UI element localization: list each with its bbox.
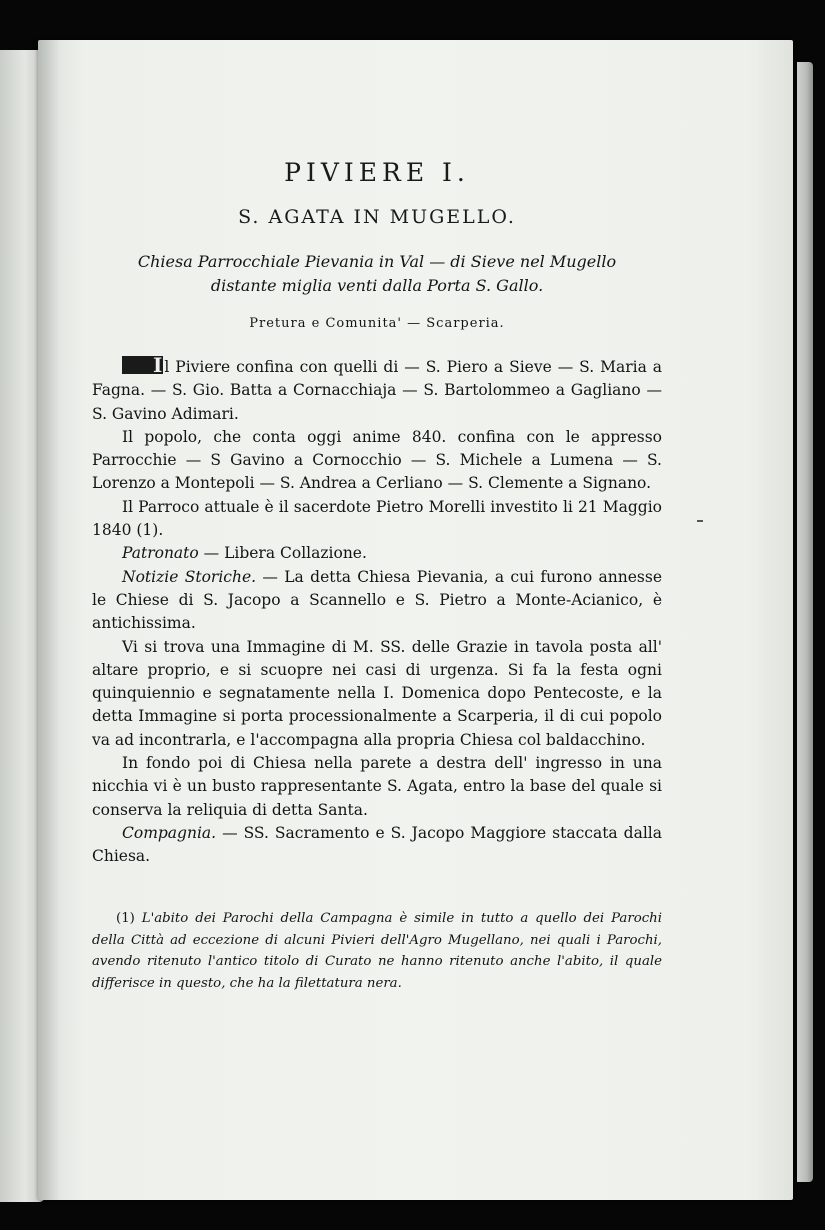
compagnia-label: Compagnia. <box>122 823 217 842</box>
patronato-text: — Libera Collazione. <box>198 544 367 563</box>
paragraph-popolo: Il popolo, che conta oggi anime 840. confina con le appresso Parrocchie — S Gavino a Cornocchio — S. Michele a Lumena — S. Lorenzo a Montepoli — S. Andrea a Cerliano — S. Clemente a Signano. <box>92 427 662 493</box>
paragraph-immagine: Vi si trova una Immagine di M. SS. delle Grazie in tavola posta all' altare proprio, e si scuopre nei casi di urgenza. Si fa la festa ogni quinquiennio e segnatamente nella I. Domenica dopo Pentecoste, e la detta Immagine si porta processionalmente a Scarperia, il di cui popolo va ad incontrarla, e l'accompagna alla propria Chiesa col baldacchino. <box>92 637 662 749</box>
compagnia-text: — SS. Sacramento e S. Jacopo Maggiore staccata dalla Chiesa. <box>92 823 662 866</box>
footnote-number: (1) <box>116 911 135 926</box>
footnote-text: L'abito dei Parochi della Campagna è simile in tutto a quello dei Parochi della Città ad eccezione di alcuni Pivieri dell'Agro Mugellano, nei quali i Parochi, avendo ritenuto l'antico titolo di Curato ne hanno ritenuto anche l'abito, il quale differisce in questo, che ha la filettatura nera. <box>92 911 662 991</box>
chapter-heading: PIVIERE I. <box>284 158 470 187</box>
page-gutter-shadow <box>38 40 60 1200</box>
paragraph-confini <box>92 353 662 426</box>
paragraph-parroco: Il Parroco attuale è il sacerdote Pietro Morelli investito li 21 Maggio 1840 (1). <box>92 497 662 540</box>
paragraph-notizie <box>92 566 662 636</box>
subtitle-line-2: distante miglia venti dalla Porta S. Gallo. <box>210 276 544 295</box>
pretura-line: Pretura e Comunita' — Scarperia. <box>249 316 505 331</box>
patronato-label: Patronato <box>122 544 199 563</box>
paragraph-confini-text: l Piviere confina con quelli di — S. Piero a Sieve — S. Maria a Fagna. — S. Gio. Batta a Cornacchiaja — S. Bartolommeo a Gagliano — S. Gavino Adimari. <box>92 358 662 423</box>
subtitle <box>92 250 662 298</box>
notizie-label: Notizie Storiche. <box>122 567 257 586</box>
footnote <box>92 908 662 994</box>
page-stack-edge <box>797 62 813 1182</box>
drop-cap: I <box>122 356 163 374</box>
paragraph-patronato <box>92 542 662 565</box>
margin-mark <box>697 520 703 522</box>
subtitle-line-1: Chiesa Parrocchiale Pievania in Val — di Sieve nel Mugello <box>137 252 617 271</box>
paragraph-compagnia <box>92 822 662 869</box>
body-text <box>92 353 662 869</box>
paragraph-busto: In fondo poi di Chiesa nella parete a destra dell' ingresso in una nicchia vi è un busto rappresentante S. Agata, entro la base del quale si conserva la reliquia di detta Santa. <box>92 754 662 819</box>
parish-title: S. AGATA IN MUGELLO. <box>238 206 516 228</box>
notizie-text: — La detta Chiesa Pievania, a cui furono annesse le Chiese di S. Jacopo a Scannello e S. Pietro a Monte-Acianico, è antichissima. <box>92 567 662 633</box>
